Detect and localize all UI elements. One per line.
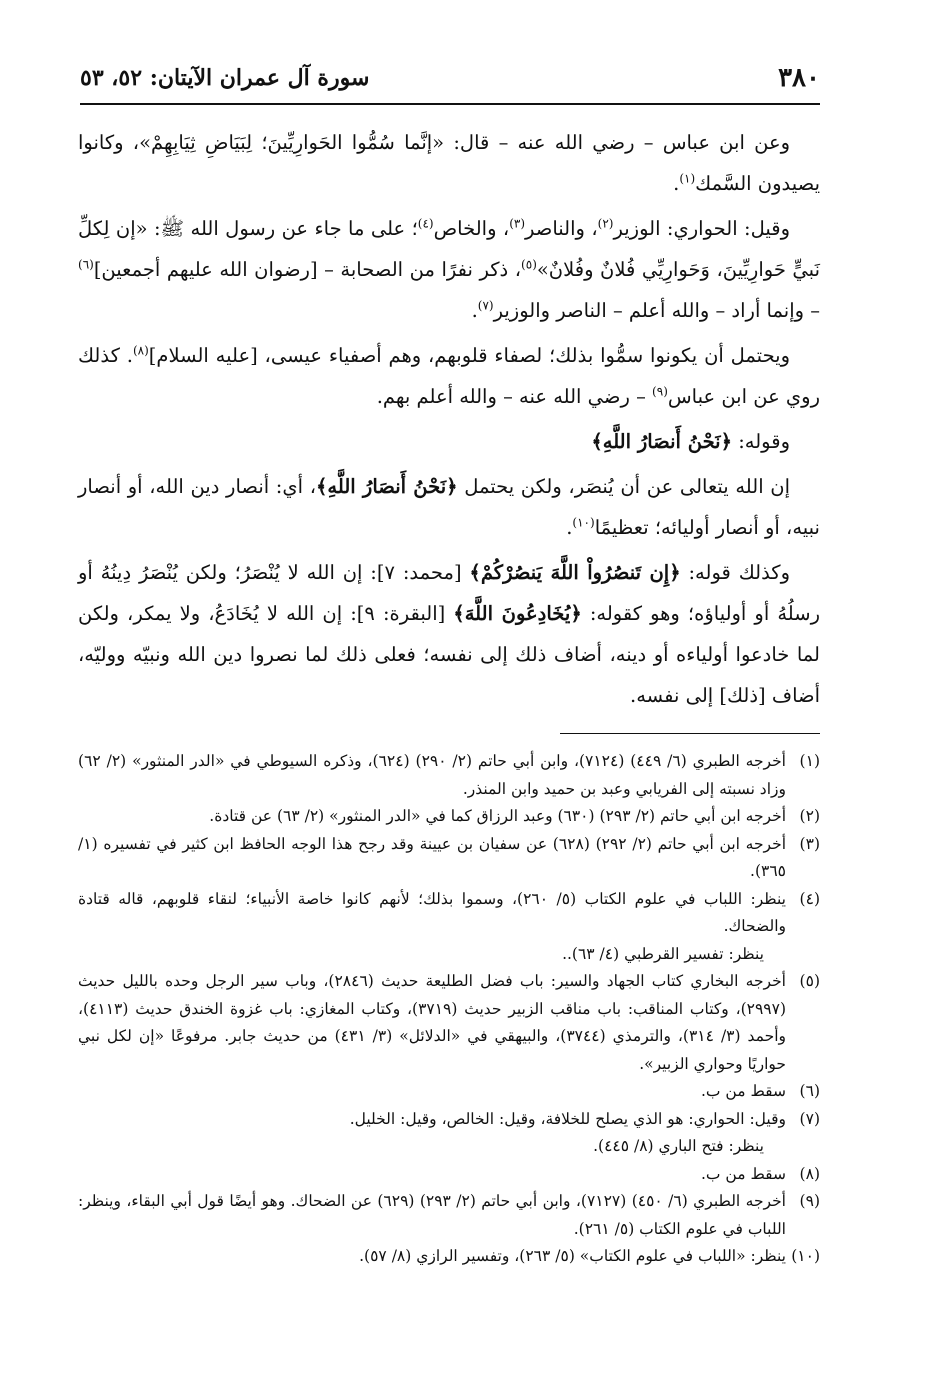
- paragraph-5: إن الله يتعالى عن أن يُنصَر، ولكن يحتمل ﴿نَحْنُ أَنصَارُ اللَّهِ﴾، أي: أنصار دين الله، أو أنصار نبيه، أو أنصار أوليائه؛ تعظيمًا$^{(١٠)}$.: [78, 475, 820, 539]
- footnote: [78, 803, 820, 831]
- footnote-number: (٣): [799, 834, 820, 853]
- footnote-number: (٢): [799, 807, 820, 825]
- footnote-number: (٦): [799, 1082, 820, 1100]
- footnote-ref: (٨): [132, 343, 149, 358]
- footnote-number: (١): [799, 752, 820, 770]
- footnote-text: ينظر: اللباب في علوم الكتاب (٥/ ٢٦٠)، وسموا بذلك؛ لأنهم كانوا خاصة الأنبياء؛ لنقاء قلوبهم، قاله قتادة والضحاك.: [78, 889, 786, 935]
- paragraph-2: وقيل: الحواري: الوزير$^{(٢)}$، والناصر$^{(٣)}$، والخاص$^{(٤)}$؛ على ما جاء عن رسول الله ﷺ: «إن لِكلِّ نَبيٍّ حَوارِيِّينَ، وَحَوارِيِّي فُلانٌ وفُلانٌ»$^{(٥)}$، ذكر نفرًا من الصحابة – [رضوان الله عليهم أجمعين]$^{(٦)}$ – وإنما أراد – والله أعلم – الناصر والوزير$^{(٧)}$.: [78, 216, 820, 322]
- quran-verse: ﴿يُخَادِعُونَ اللَّهَ﴾: [453, 602, 582, 625]
- footnote: [78, 886, 820, 941]
- footnote-text: أخرجه الطبري (٦/ ٤٥٠) (٧١٢٧)، وابن أبي حاتم (٢/ ٢٩٣) (٦٢٩) عن الضحاك. وهو أيضًا قول أبي البقاء، وينظر: اللباب في علوم الكتاب (٥/ ٢٦١).: [78, 1192, 786, 1238]
- header-rule: [80, 103, 820, 105]
- footnote-text: ينظر: «اللباب في علوم الكتاب» (٥/ ٢٦٣)، وتفسير الرازي (٨/ ٥٧).: [359, 1247, 786, 1265]
- quran-verse: ﴿إِن تَنصُرُواْ اللَّهَ يَنصُرْكُمْ﴾: [469, 561, 681, 584]
- footnotes: [78, 748, 820, 1271]
- footnote-number: (٧): [799, 1109, 820, 1128]
- footnote: [78, 1106, 820, 1134]
- footnote-ref: (٢): [597, 216, 614, 231]
- footnote-ref: (١٠): [572, 515, 595, 530]
- footnote-text: أخرجه ابن أبي حاتم (٢/ ٢٩٣) (٦٣٠) وعبد الرزاق كما في «الدر المنثور» (٢/ ٦٣) عن قتادة.: [209, 807, 786, 825]
- footnote-ref: (٤): [417, 216, 434, 231]
- footnote-ref: (٧): [477, 298, 494, 313]
- footnote: [78, 1078, 820, 1106]
- quran-verse: ﴿نَحْنُ أَنصَارُ اللَّهِ﴾: [316, 475, 458, 498]
- footnote-continuation: ينظر: تفسير القرطبي (٤/ ٦٣)..: [562, 944, 764, 963]
- footnote-number: (٨): [799, 1164, 820, 1183]
- quran-verse: ﴿نَحْنُ أَنصَارُ اللَّهِ﴾: [591, 430, 733, 453]
- running-title: سورة آل عمران الآيتان: ٥٢، ٥٣: [80, 65, 370, 91]
- footnote-ref: (٦): [78, 257, 94, 272]
- footnote-separator: [560, 733, 820, 734]
- footnote-ref: (٩): [652, 384, 668, 399]
- footnote: [78, 831, 820, 886]
- footnote-text: أخرجه ابن أبي حاتم (٢/ ٢٩٢) (٦٢٨) عن سفيان بن عيينة وقد رجح هذا الوجه الحافظ ابن كثير في تفسيره (١/ ٣٦٥).: [78, 834, 786, 880]
- main-text: [78, 122, 820, 720]
- footnote-number: (١٠): [791, 1247, 820, 1265]
- paragraph-4: وقوله: ﴿نَحْنُ أَنصَارُ اللَّهِ﴾: [591, 430, 790, 453]
- footnote: [78, 1161, 820, 1189]
- paragraph-6: وكذلك قوله: ﴿إِن تَنصُرُواْ اللَّهَ يَنصُرْكُمْ﴾ [محمد: ٧]: إن الله لا يُنْصَرُ؛ ولكن يُنْصَرُ دِينُهُ أو رسلُهُ أو أولياؤه؛ وهو كقوله: ﴿يُخَادِعُونَ اللَّهَ﴾ [البقرة: ٩]: إن الله لا يُخَادَعُ، ولا يمكر، ولكن لما خادعوا أولياءه أو دينه، أضاف ذلك إلى نفسه؛ فعلى ذلك لما نصروا دين الله ونبيّه ووليّه، أضاف [ذلك] إلى نفسه.: [78, 561, 820, 707]
- footnote: [78, 1188, 820, 1243]
- paragraph-3: ويحتمل أن يكونوا سمُّوا بذلك؛ لصفاء قلوبهم، وهم أصفياء عيسى، [عليه السلام]$^{(٨)}$. كذلك روي عن ابن عباس$^{(٩)}$ – رضي الله عنه – والله أعلم بهم.: [78, 343, 820, 408]
- footnote-text: أخرجه البخاري كتاب الجهاد والسير: باب فضل الطليعة حديث (٢٨٤٦)، وباب سير الرجل وحده بالليل حديث (٢٩٩٧)، وكتاب المناقب: باب مناقب الزبير حديث (٣٧١٩)، وكتاب المغازي: باب غزوة الخندق حديث (٤١١٣)، وأحمد (٣/ ٣١٤)، والترمذي (٣٧٤٤)، والبيهقي في «الدلائل» (٣/ ٤٣١) من حديث جابر. مرفوعًا «إن لكل نبي حواريًا وحواري الزبير».: [78, 972, 786, 1073]
- footnote: [78, 748, 820, 803]
- footnote-text: سقط من ب.: [700, 1164, 786, 1183]
- footnote-ref: (١): [679, 171, 696, 186]
- footnote: [78, 1243, 820, 1271]
- page-number: ٣٨٠: [778, 63, 820, 93]
- footnote-number: (٩): [799, 1192, 820, 1210]
- footnote-ref: (٥): [521, 257, 537, 272]
- footnote: [78, 968, 820, 1078]
- footnote-number: (٥): [799, 972, 820, 990]
- footnote-text: سقط من ب.: [700, 1082, 786, 1100]
- footnote-text: أخرجه الطبري (٦/ ٤٤٩) (٧١٢٤)، وابن أبي حاتم (٢/ ٢٩٠) (٦٢٤)، وذكره السيوطي في «الدر المنثور» (٢/ ٦٢) وزاد نسبته إلى الفريابي وعبد بن حميد وابن المنذر.: [78, 752, 786, 798]
- footnote-continuation: ينظر: فتح الباري (٨/ ٤٤٥).: [593, 1137, 764, 1155]
- paragraph-1: وعن ابن عباس – رضي الله عنه – قال: «إنَّما سُمُّوا الحَوارِيِّينَ؛ لِبَيَاضِ ثِيَابِهِمْ»، وكانوا يصيدون السَّمك$^{(١)}$.: [78, 131, 820, 195]
- page-header: [80, 58, 820, 98]
- footnote-ref: (٣): [509, 216, 526, 231]
- footnote-text: وقيل: الحواري: هو الذي يصلح للخلافة، وقيل: الخالص، وقيل: الخليل.: [349, 1109, 786, 1128]
- footnote-number: (٤): [799, 889, 820, 908]
